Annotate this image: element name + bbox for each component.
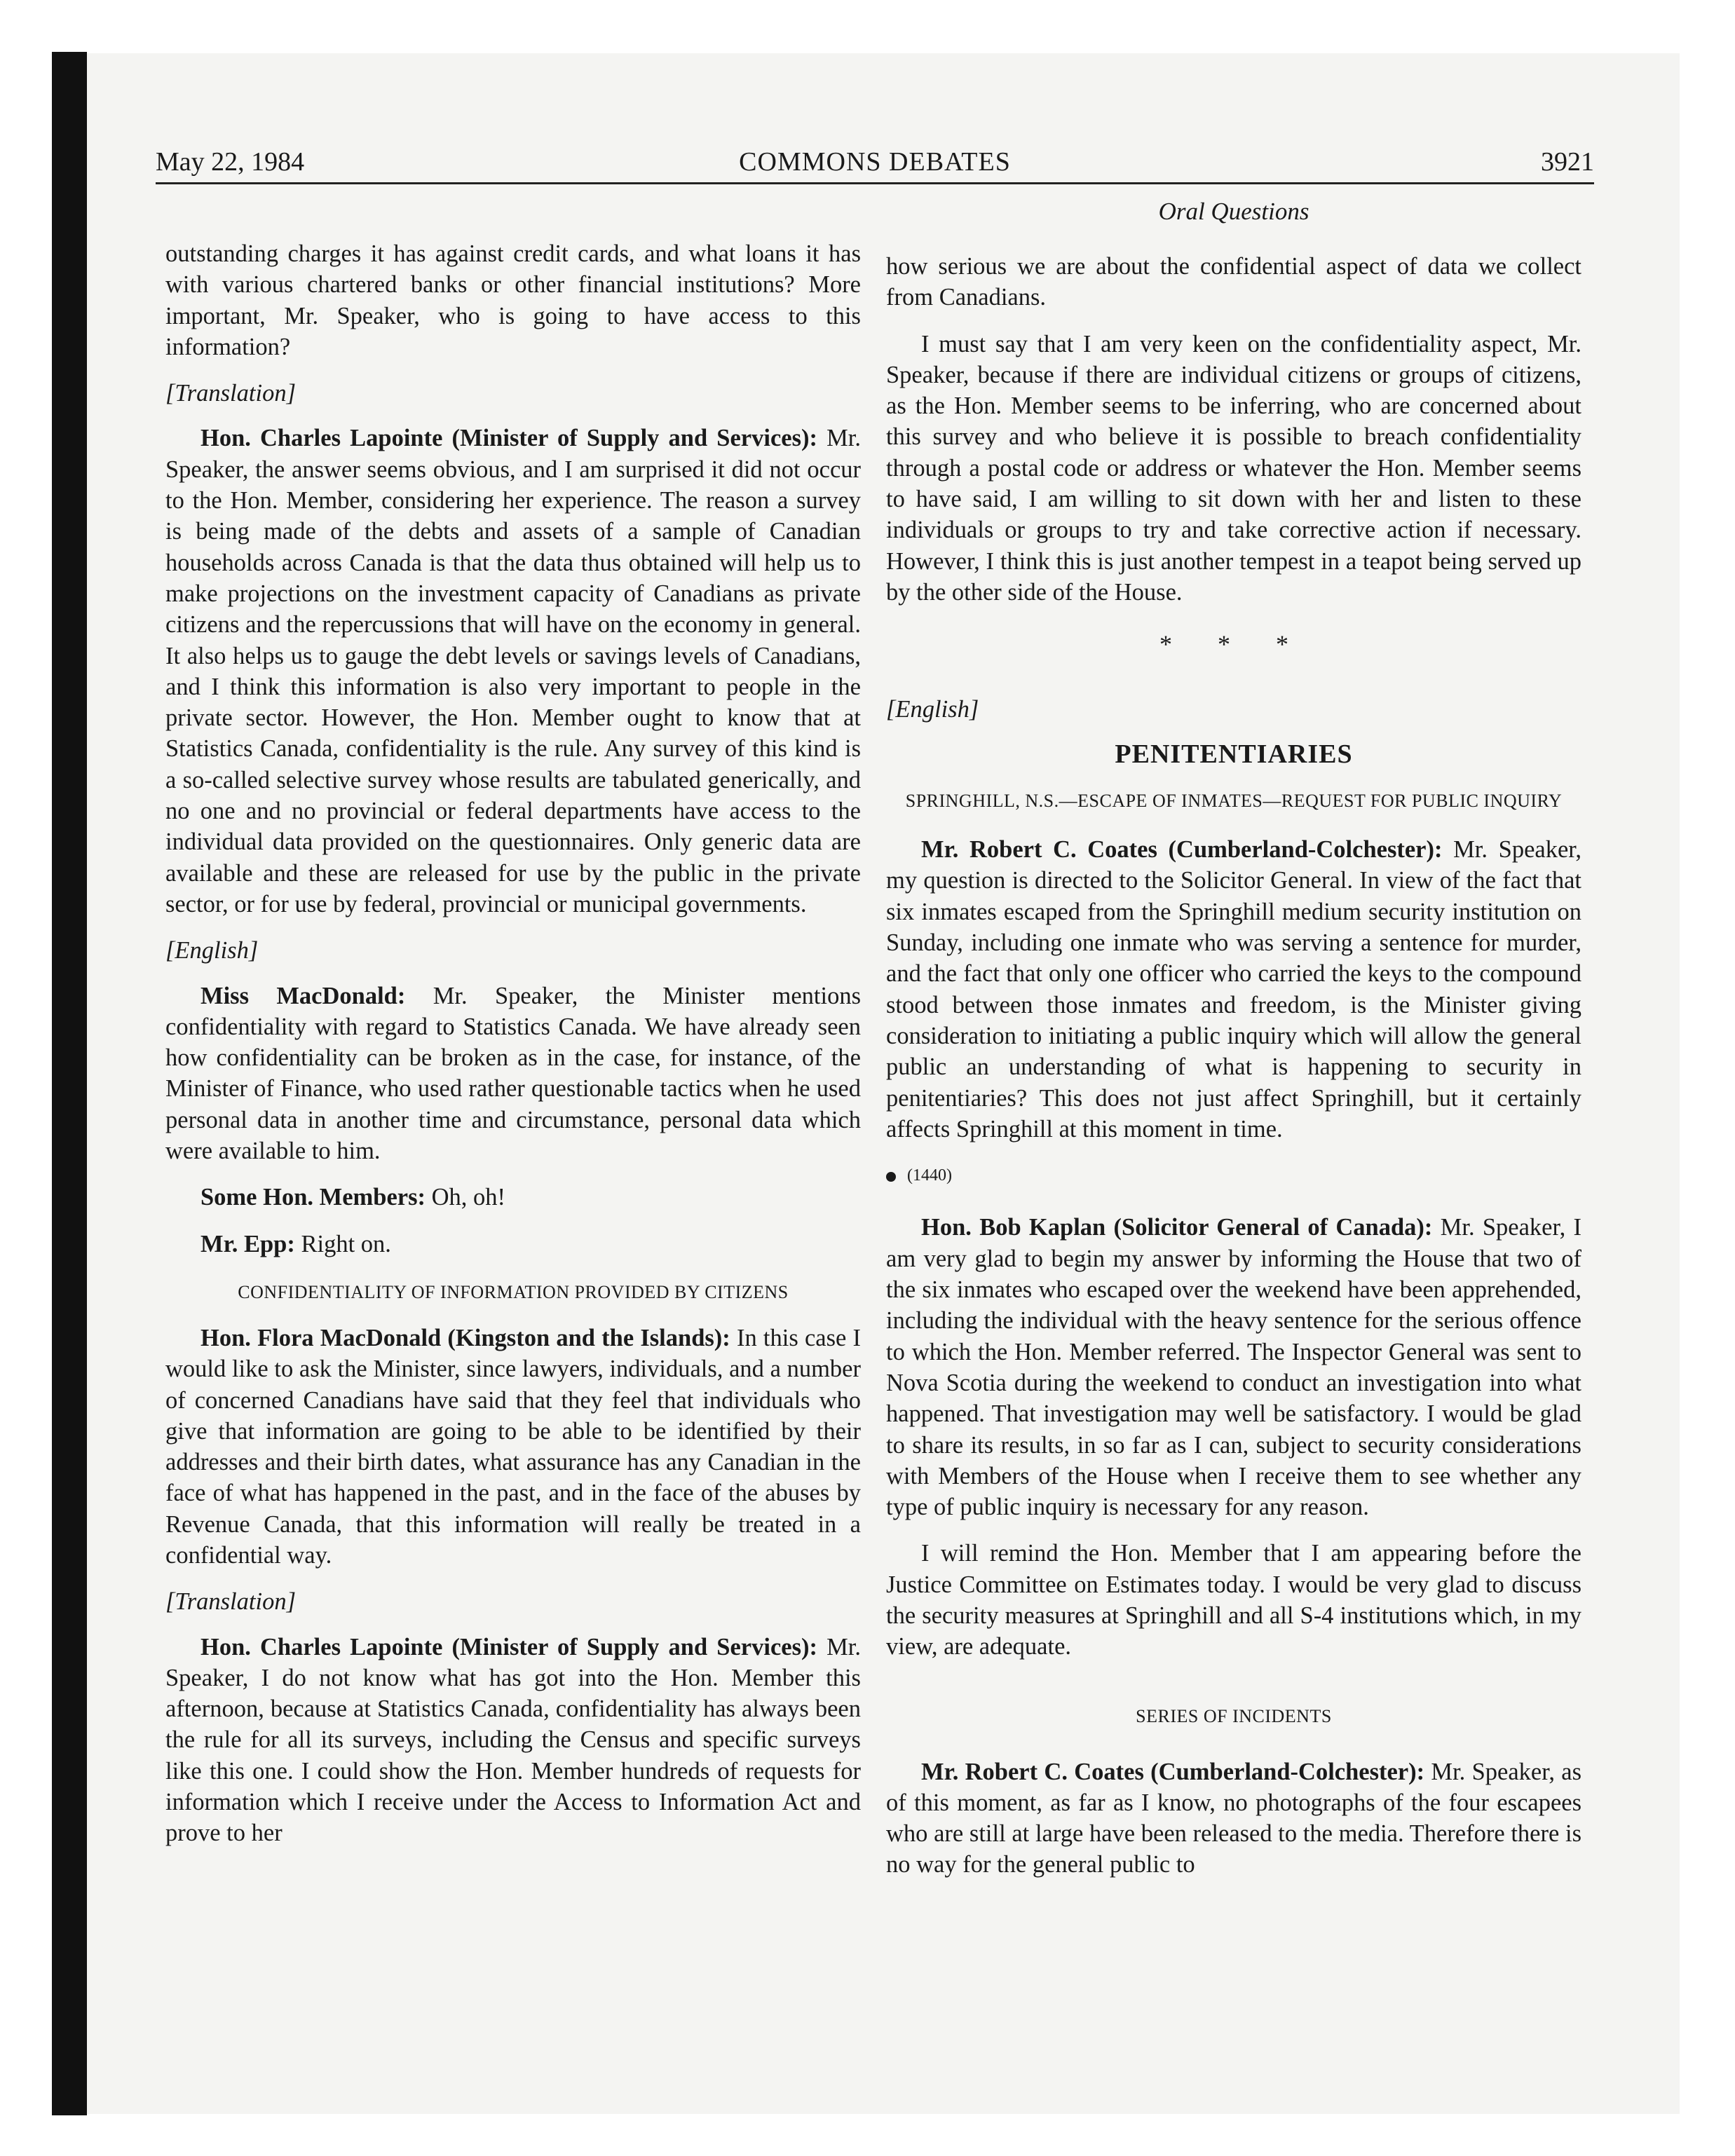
language-tag: [English] <box>886 695 979 723</box>
speaker-name: Miss MacDonald: <box>200 982 406 1009</box>
binding-edge <box>52 52 87 2115</box>
speaker-name: Mr. Robert C. Coates (Cumberland-Colchester): <box>921 1758 1425 1785</box>
section-label: Oral Questions <box>1158 198 1309 225</box>
right-column <box>886 236 1581 1896</box>
bullet-icon <box>886 1172 896 1182</box>
speech-text: Oh, oh! <box>431 1184 506 1211</box>
speech-paragraph <box>165 1632 861 1849</box>
section-heading: PENITENTIARIES <box>1115 739 1353 769</box>
speech-text: Mr. Speaker, I do not know what has got into the Hon. Member this afternoon, because at Statistics Canada, confidentiality has always been the rule for all its surveys, including the Census and specific surveys like this one. I could show the Hon. Member hundreds of requests for information which I receive under the Access to Information Act and prove to her <box>165 1633 861 1847</box>
language-tag: [Translation] <box>165 380 296 407</box>
paragraph: outstanding charges it has against credit cards, and what loans it has with various chartered banks or other financial institutions? More important, Mr. Speaker, who is going to have access to this information? <box>165 240 861 360</box>
speech-text: Mr. Speaker, the answer seems obvious, and I am surprised it did not occur to the Hon. Member, considering her experience. The reason a survey is being made of the debts and assets of a sample of Canadian households across Canada is that the data thus obtained will help us to make projections on the investment capacity of Canadians as private citizens and the repercussions that will have on the economy in general. It also helps us to gauge the debt levels or savings levels of Canadians, and I think this information is also very important to people in the private sector. However, the Hon. Member ought to know that at Statistics Canada, confidentiality is the rule. Any survey of this kind is a so-called selective survey whose results are tabulated generically, and no one and no provincial or federal departments have access to the individual data provided on the questionnaires. Only generic data are available and these are released for use by the public in the private sector, or for use by federal, provincial or municipal governments. <box>165 425 861 917</box>
speech-paragraph <box>886 1756 1581 1881</box>
language-tag: [Translation] <box>165 1588 296 1616</box>
paragraph: I will remind the Hon. Member that I am appearing before the Justice Committee on Estimates today. I would be very glad to discuss the security measures at Springhill and all S-4 institutions which, in my view, are adequate. <box>886 1540 1581 1660</box>
speech-paragraph <box>165 1229 861 1260</box>
speech-text: Mr. Speaker, I am very glad to begin my answer by informing the House that two of the six inmates who escaped over the weekend have been apprehended, including the individual with the heavy sentence for the serious offence to which the Hon. Member referred. The Inspector General was sent to Nova Scotia during the weekend to conduct an investigation into what happened. That investigation may well be satisfactory. I would be glad to share its results, in so far as I can, subject to security considerations with Members of the House when I receive them to see whether any type of public inquiry is necessary for any reason. <box>886 1214 1582 1521</box>
speaker-name: Mr. Epp: <box>200 1230 295 1257</box>
timecode <box>886 1160 1581 1191</box>
header-title: COMMONS DEBATES <box>739 147 1011 177</box>
speech-text: Mr. Speaker, my question is directed to the Solicitor General. In view of the fact that six inmates escaped from the Springhill medium security institution on Sunday, including one inmate who was serving a sentence for murder, and the fact that only one officer who carried the keys to the compound stood between those inmates and freedom, is the Minister giving consideration to initiating a public inquiry which will allow the general public an understanding of what is happening to security in penitentiaries? This does not just affect Springhill, but it certainly affects Springhill at this moment in time. <box>886 836 1581 1142</box>
speech-text: Right on. <box>301 1230 391 1257</box>
language-tag: [English] <box>165 937 259 964</box>
page-header <box>156 143 1594 184</box>
subheading: SERIES OF INCIDENTS <box>1136 1705 1332 1726</box>
speech-text: Mr. Speaker, as of this moment, as far as I know, no photographs of the four escapees who are still at large have been released to the media. Therefore there is no way for the general public to <box>886 1758 1582 1878</box>
speech-text: Mr. Speaker, the Minister mentions confidentiality with regard to Statistics Canada. We have already seen how confidentiality can be broken as in the case, for instance, of the Minister of Finance, who used rather questionable tactics when he used personal data in another time and circumstance, personal data which were available to him. <box>165 982 861 1165</box>
header-date: May 22, 1984 <box>156 147 305 177</box>
speaker-name: Hon. Charles Lapointe (Minister of Supply and Services): <box>200 1633 817 1660</box>
timecode-text: (1440) <box>907 1166 952 1185</box>
speech-paragraph <box>886 834 1581 1145</box>
speech-paragraph <box>165 981 861 1167</box>
subheading: SPRINGHILL, N.S.—ESCAPE OF INMATES—REQUEST FOR PUBLIC INQUIRY <box>905 791 1563 812</box>
speech-paragraph <box>165 423 861 920</box>
speech-paragraph <box>165 1323 861 1571</box>
speaker-name: Hon. Flora MacDonald (Kingston and the Islands): <box>200 1324 730 1351</box>
subheading: CONFIDENTIALITY OF INFORMATION PROVIDED BY CITIZENS <box>238 1281 789 1302</box>
speaker-name: Mr. Robert C. Coates (Cumberland-Colchester): <box>921 836 1443 864</box>
speech-text: In this case I would like to ask the Minister, since lawyers, individuals, and a number of concerned Canadians have said that they feel that individuals who give that information are going to be able to be identified by their addresses and their birth dates, what assurance has any Canadian in the face of what has happened in the past, and in the face of the abuses by Revenue Canada, that this information will really be treated in a confidential way. <box>165 1324 861 1569</box>
paragraph: how serious we are about the confidential aspect of data we collect from Canadians. <box>886 253 1581 311</box>
speech-paragraph <box>886 1212 1581 1522</box>
section-separator: * * * <box>1159 630 1308 659</box>
speech-paragraph <box>165 1182 861 1213</box>
left-column <box>165 238 861 1864</box>
paragraph: I must say that I am very keen on the confidentiality aspect, Mr. Speaker, because if there are individual citizens or groups of citizens, as the Hon. Member seems to be inferring, who are concerned about this survey and who believe it is possible to breach confidentiality through a postal code or address or whatever the Hon. Member seems to have said, I am willing to sit down with her and listen to these individuals or groups to try and take corrective action if necessary. However, I think this is just another tempest in a teapot being served up by the other side of the House. <box>886 330 1581 606</box>
page-number: 3921 <box>1541 147 1594 177</box>
speaker-name: Some Hon. Members: <box>200 1184 426 1211</box>
speaker-name: Hon. Charles Lapointe (Minister of Supply and Services): <box>200 425 817 452</box>
speaker-name: Hon. Bob Kaplan (Solicitor General of Canada): <box>921 1214 1433 1241</box>
